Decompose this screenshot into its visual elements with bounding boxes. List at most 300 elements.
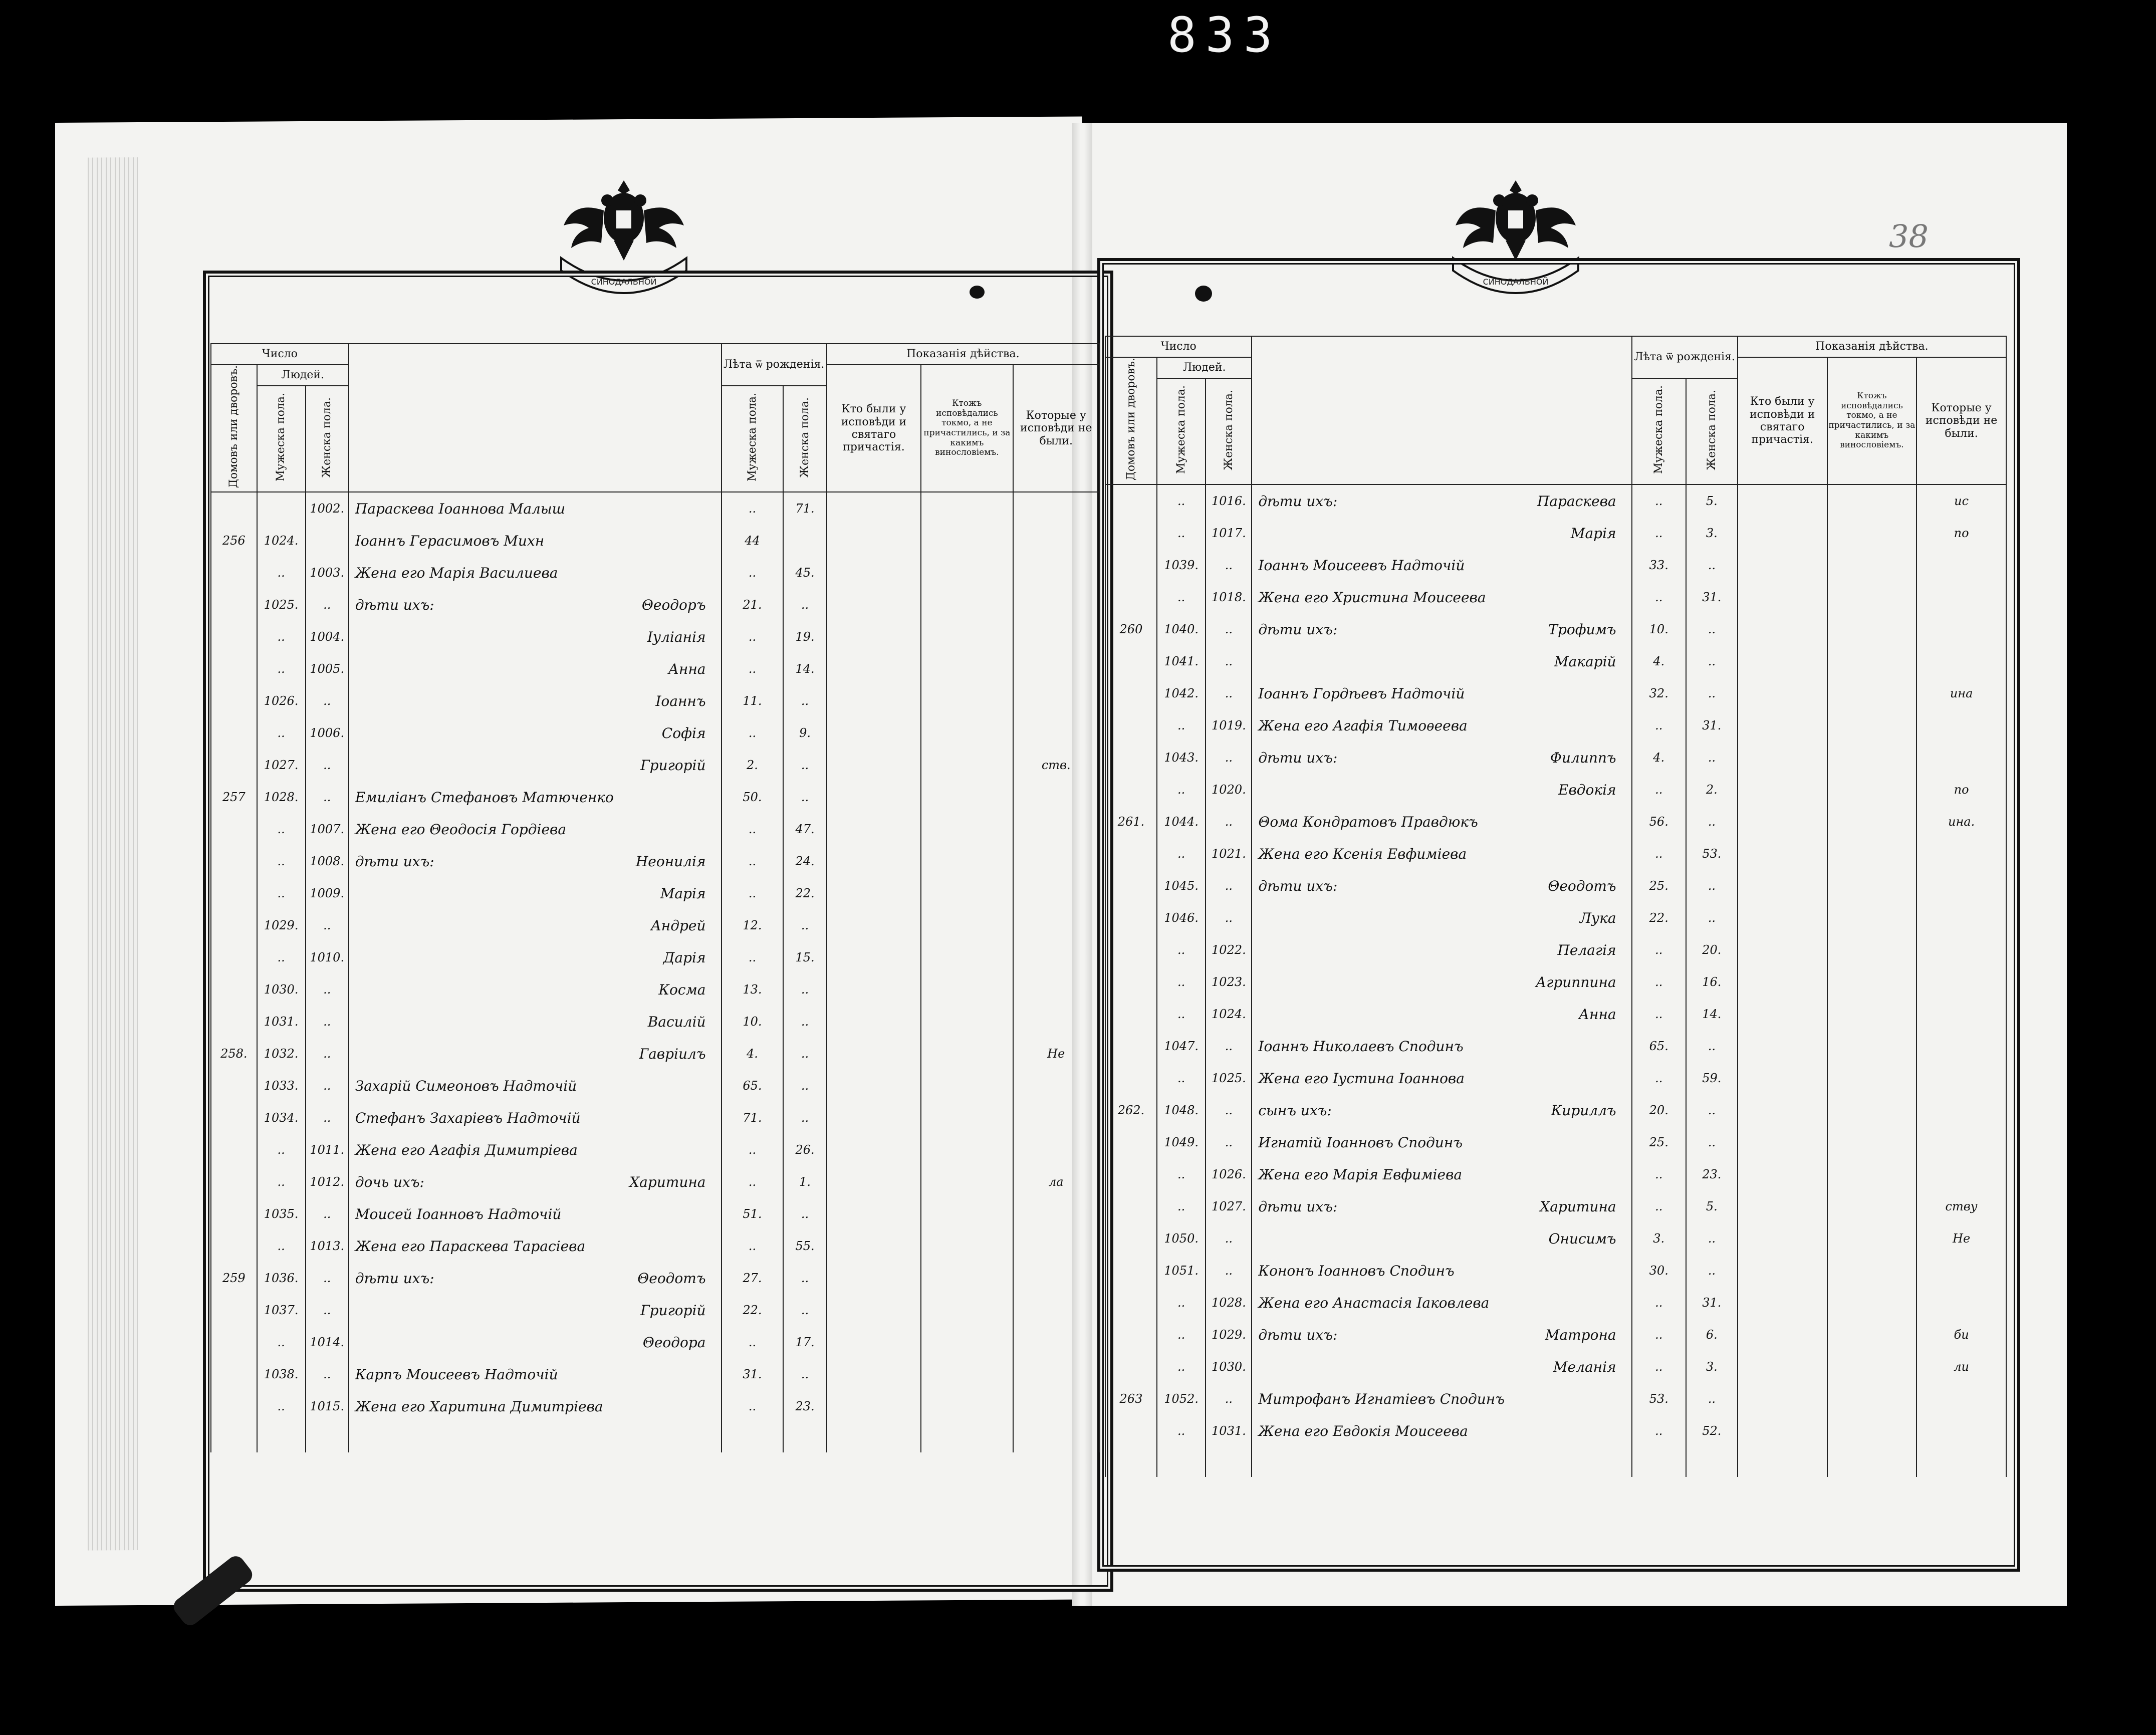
header-muzh: Мужеска пола. xyxy=(275,393,288,482)
communion-mark xyxy=(827,492,921,525)
confession-mark xyxy=(1827,1062,1917,1094)
table-row xyxy=(1105,774,2006,806)
male-age: 32. xyxy=(1632,677,1686,709)
person-name xyxy=(349,653,722,685)
empty-cell xyxy=(1105,1447,1157,1477)
person-name xyxy=(349,557,722,589)
person-name xyxy=(1252,1062,1631,1094)
name-text: Моисей Іоанновъ Надточій xyxy=(355,1205,562,1222)
absent-mark xyxy=(1917,1287,2006,1319)
header-ktozh: Ктожъ исповѣдались токмо, а не причастились, и за какимъ винословіемъ. xyxy=(921,365,1013,492)
female-count: 1030. xyxy=(1206,1351,1252,1383)
table-row xyxy=(211,589,1099,621)
female-count: .. xyxy=(306,685,349,717)
female-count: 1017. xyxy=(1206,517,1252,549)
child-name-text: Трофимъ xyxy=(1548,621,1616,638)
name-text: Кононъ Іоанновъ Сподинъ xyxy=(1258,1262,1455,1279)
confession-mark xyxy=(1827,1351,1917,1383)
confession-mark xyxy=(921,1358,1013,1390)
female-age: 1. xyxy=(783,1166,826,1198)
female-count: 1019. xyxy=(1206,709,1252,741)
communion-mark xyxy=(1738,1319,1827,1351)
male-age: .. xyxy=(722,492,784,525)
male-count: .. xyxy=(257,877,306,909)
table-row xyxy=(1105,517,2006,549)
person-name xyxy=(1252,934,1631,966)
person-name xyxy=(1252,1030,1631,1062)
communion-mark xyxy=(827,1102,921,1134)
male-count: .. xyxy=(1157,1287,1206,1319)
absent-mark xyxy=(1013,845,1100,877)
confession-mark xyxy=(921,1006,1013,1038)
male-age: 65. xyxy=(1632,1030,1686,1062)
female-count: .. xyxy=(1206,1383,1252,1415)
male-age: 13. xyxy=(722,973,784,1006)
empty-cell xyxy=(722,1422,784,1452)
empty-cell xyxy=(1738,1447,1827,1477)
female-count: 1022. xyxy=(1206,934,1252,966)
female-count: 1015. xyxy=(306,1390,349,1422)
male-count: 1024. xyxy=(257,525,306,557)
name-text: Жена его Христина Моисеева xyxy=(1258,589,1486,606)
table-row xyxy=(211,1038,1099,1070)
child-name-text: Неонилія xyxy=(635,853,706,870)
absent-mark xyxy=(1013,525,1100,557)
name-text: Жена его Анастасія Іаковлева xyxy=(1258,1294,1490,1311)
confession-mark xyxy=(921,813,1013,845)
absent-mark: ис xyxy=(1917,484,2006,517)
table-row xyxy=(211,1166,1099,1198)
absent-mark xyxy=(1917,838,2006,870)
male-count: .. xyxy=(257,813,306,845)
header-kotorye: Которые у исповѣди не были. xyxy=(1917,357,2006,484)
communion-mark xyxy=(1738,484,1827,517)
absent-mark xyxy=(1917,1094,2006,1126)
female-age: 17. xyxy=(783,1326,826,1358)
male-count: 1031. xyxy=(257,1006,306,1038)
male-age: .. xyxy=(722,653,784,685)
person-name xyxy=(349,1262,722,1294)
communion-mark xyxy=(1738,517,1827,549)
household-number xyxy=(1105,1030,1157,1062)
male-count: 1047. xyxy=(1157,1030,1206,1062)
name-text: Параскева Іоаннова Малыш xyxy=(355,500,566,517)
household-number xyxy=(211,813,257,845)
female-age: 53. xyxy=(1686,838,1738,870)
household-number xyxy=(211,1326,257,1358)
absent-mark xyxy=(1917,966,2006,998)
empty-cell xyxy=(1252,1447,1631,1477)
male-age: .. xyxy=(1632,998,1686,1030)
person-name xyxy=(1252,1351,1631,1383)
household-number xyxy=(211,1102,257,1134)
absent-mark xyxy=(1013,1390,1100,1422)
name-text: дѣти ихъ: xyxy=(1258,1326,1338,1343)
female-count: .. xyxy=(1206,1222,1252,1255)
household-number xyxy=(1105,1351,1157,1383)
male-age: .. xyxy=(1632,484,1686,517)
table-row xyxy=(211,1262,1099,1294)
communion-mark xyxy=(1738,741,1827,774)
person-name xyxy=(349,589,722,621)
female-age: 47. xyxy=(783,813,826,845)
confession-mark xyxy=(921,1262,1013,1294)
female-age: 52. xyxy=(1686,1415,1738,1447)
communion-mark xyxy=(827,749,921,781)
name-text: Жена его Марія Василиева xyxy=(355,564,558,581)
person-name xyxy=(349,877,722,909)
table-row xyxy=(211,1102,1099,1134)
communion-mark xyxy=(827,589,921,621)
header-zhen: Женска пола. xyxy=(321,397,334,478)
absent-mark: ина. xyxy=(1917,806,2006,838)
left-table-body xyxy=(211,492,1099,1452)
empty-cell xyxy=(349,1422,722,1452)
table-row xyxy=(1105,613,2006,645)
archive-page-number: 38 xyxy=(1889,218,1929,255)
female-age: .. xyxy=(783,749,826,781)
table-row xyxy=(211,1006,1099,1038)
female-count: .. xyxy=(306,781,349,813)
confession-mark xyxy=(921,525,1013,557)
household-number: 259 xyxy=(211,1262,257,1294)
table-row xyxy=(1105,838,2006,870)
male-age: .. xyxy=(1632,1351,1686,1383)
confession-mark xyxy=(1827,1415,1917,1447)
person-name xyxy=(349,1326,722,1358)
male-age: 25. xyxy=(1632,1126,1686,1158)
absent-mark xyxy=(1917,1126,2006,1158)
child-name-text: Анна xyxy=(1578,1006,1616,1023)
male-age: 31. xyxy=(722,1358,784,1390)
female-count: .. xyxy=(1206,741,1252,774)
male-count: 1036. xyxy=(257,1262,306,1294)
female-age: 26. xyxy=(783,1134,826,1166)
table-row xyxy=(211,1198,1099,1230)
child-name-text: Іуліанія xyxy=(647,628,706,645)
child-name-text: Косма xyxy=(658,981,706,998)
communion-mark xyxy=(1738,1255,1827,1287)
header-muzh: Мужеска пола. xyxy=(1174,385,1187,474)
communion-mark xyxy=(1738,1222,1827,1255)
child-name-text: Θеодотъ xyxy=(1548,877,1616,894)
male-count: .. xyxy=(257,1134,306,1166)
table-row xyxy=(211,941,1099,973)
person-name xyxy=(1252,581,1631,613)
male-age: 4. xyxy=(1632,741,1686,774)
male-count: 1049. xyxy=(1157,1126,1206,1158)
absent-mark xyxy=(1917,998,2006,1030)
male-count: 1027. xyxy=(257,749,306,781)
confession-mark xyxy=(921,1230,1013,1262)
table-row xyxy=(211,653,1099,685)
communion-mark xyxy=(1738,581,1827,613)
female-count: .. xyxy=(306,1038,349,1070)
male-count: .. xyxy=(1157,966,1206,998)
name-text: Жена его Агафія Тимоѳеева xyxy=(1258,717,1468,734)
female-count: 1021. xyxy=(1206,838,1252,870)
communion-mark xyxy=(1738,709,1827,741)
male-count: 1048. xyxy=(1157,1094,1206,1126)
empty-cell xyxy=(1917,1447,2006,1477)
female-count xyxy=(306,525,349,557)
communion-mark xyxy=(1738,838,1827,870)
communion-mark xyxy=(827,685,921,717)
table-row xyxy=(1105,1062,2006,1094)
female-age: 14. xyxy=(1686,998,1738,1030)
male-age: 51. xyxy=(722,1198,784,1230)
person-name xyxy=(349,685,722,717)
household-number xyxy=(211,909,257,941)
person-name xyxy=(1252,1383,1631,1415)
communion-mark xyxy=(1738,613,1827,645)
male-age: .. xyxy=(722,1390,784,1422)
communion-mark xyxy=(1738,774,1827,806)
confession-mark xyxy=(921,557,1013,589)
female-age: 22. xyxy=(783,877,826,909)
household-number xyxy=(1105,549,1157,581)
female-age: .. xyxy=(783,1358,826,1390)
absent-mark xyxy=(1013,941,1100,973)
confession-mark xyxy=(921,717,1013,749)
male-age: .. xyxy=(722,1230,784,1262)
household-number xyxy=(211,749,257,781)
male-count: .. xyxy=(257,1390,306,1422)
absent-mark xyxy=(1917,581,2006,613)
confession-mark xyxy=(921,973,1013,1006)
header-kotorye: Которые у исповѣди не были. xyxy=(1013,365,1100,492)
male-age: 56. xyxy=(1632,806,1686,838)
household-number xyxy=(1105,677,1157,709)
confession-mark xyxy=(1827,484,1917,517)
header-leta-muzh: Мужеска пола. xyxy=(746,393,759,482)
confession-mark xyxy=(921,909,1013,941)
absent-mark xyxy=(1013,813,1100,845)
male-count: 1052. xyxy=(1157,1383,1206,1415)
absent-mark xyxy=(1013,1230,1100,1262)
table-row xyxy=(211,1134,1099,1166)
male-count: 1050. xyxy=(1157,1222,1206,1255)
right-register-table xyxy=(1105,336,2007,1477)
female-count: .. xyxy=(1206,806,1252,838)
confession-mark xyxy=(921,1102,1013,1134)
communion-mark xyxy=(827,1326,921,1358)
male-age: .. xyxy=(1632,1158,1686,1190)
household-number xyxy=(211,492,257,525)
confession-mark xyxy=(1827,1319,1917,1351)
male-count: .. xyxy=(1157,709,1206,741)
communion-mark xyxy=(1738,549,1827,581)
household-number xyxy=(211,1134,257,1166)
communion-mark xyxy=(827,525,921,557)
child-name-text: Параскева xyxy=(1537,492,1616,510)
household-number xyxy=(211,557,257,589)
communion-mark xyxy=(1738,1062,1827,1094)
absent-mark xyxy=(1917,1383,2006,1415)
female-age: 23. xyxy=(1686,1158,1738,1190)
name-text: Іоаннъ Моисеевъ Надточій xyxy=(1258,557,1465,574)
communion-mark xyxy=(1738,1415,1827,1447)
table-row xyxy=(1105,1030,2006,1062)
household-number xyxy=(1105,998,1157,1030)
person-name xyxy=(349,1358,722,1390)
absent-mark: ина xyxy=(1917,677,2006,709)
empty-cell xyxy=(1632,1447,1686,1477)
male-age: .. xyxy=(1632,1062,1686,1094)
person-name xyxy=(349,1134,722,1166)
table-row xyxy=(1105,677,2006,709)
female-age: 14. xyxy=(783,653,826,685)
household-number xyxy=(1105,1222,1157,1255)
person-name xyxy=(349,749,722,781)
household-number: 256 xyxy=(211,525,257,557)
female-age: 9. xyxy=(783,717,826,749)
female-age: .. xyxy=(783,1198,826,1230)
female-count: .. xyxy=(306,1262,349,1294)
female-age: .. xyxy=(1686,613,1738,645)
female-count: 1007. xyxy=(306,813,349,845)
person-name xyxy=(1252,1094,1631,1126)
communion-mark xyxy=(1738,806,1827,838)
name-text: дѣти ихъ: xyxy=(1258,749,1338,766)
male-age: .. xyxy=(722,1326,784,1358)
male-count: .. xyxy=(257,941,306,973)
female-count: .. xyxy=(1206,613,1252,645)
male-age: 10. xyxy=(722,1006,784,1038)
male-count: .. xyxy=(257,1230,306,1262)
absent-mark xyxy=(1917,934,2006,966)
header-leta-zhen: Женска пола. xyxy=(1705,389,1718,470)
confession-mark xyxy=(1827,741,1917,774)
male-age: 4. xyxy=(1632,645,1686,677)
empty-cell xyxy=(211,1422,257,1452)
female-age: .. xyxy=(1686,1126,1738,1158)
female-count: 1031. xyxy=(1206,1415,1252,1447)
person-name xyxy=(1252,1287,1631,1319)
male-age: 12. xyxy=(722,909,784,941)
confession-mark xyxy=(921,845,1013,877)
household-number xyxy=(211,621,257,653)
male-age: .. xyxy=(722,717,784,749)
confession-mark xyxy=(1827,1255,1917,1287)
household-number xyxy=(211,941,257,973)
child-name-text: Θеодора xyxy=(642,1334,706,1351)
folio-number: 833 xyxy=(1167,7,1282,63)
name-text: Карпъ Моисеевъ Надточій xyxy=(355,1366,558,1383)
header-pokazania: Показанія дѣйства. xyxy=(827,344,1099,365)
communion-mark xyxy=(827,557,921,589)
person-name xyxy=(349,1294,722,1326)
child-name-text: Матрона xyxy=(1545,1326,1616,1343)
child-name-text: Софія xyxy=(661,724,706,741)
absent-mark xyxy=(1013,1102,1100,1134)
household-number: 257 xyxy=(211,781,257,813)
confession-mark xyxy=(921,492,1013,525)
male-count: 1035. xyxy=(257,1198,306,1230)
female-age xyxy=(783,525,826,557)
absent-mark xyxy=(1917,1062,2006,1094)
header-kto-byli: Кто были у исповѣди и святаго причастія. xyxy=(827,365,921,492)
confession-mark xyxy=(921,685,1013,717)
female-age: 71. xyxy=(783,492,826,525)
person-name xyxy=(1252,774,1631,806)
absent-mark xyxy=(1013,1198,1100,1230)
male-count: 1038. xyxy=(257,1358,306,1390)
absent-mark xyxy=(1917,741,2006,774)
male-count: 1026. xyxy=(257,685,306,717)
confession-mark xyxy=(921,1070,1013,1102)
male-count: 1041. xyxy=(1157,645,1206,677)
table-row xyxy=(211,973,1099,1006)
table-row xyxy=(211,749,1099,781)
communion-mark xyxy=(1738,966,1827,998)
male-count: 1051. xyxy=(1157,1255,1206,1287)
male-age: 30. xyxy=(1632,1255,1686,1287)
female-age: .. xyxy=(1686,1030,1738,1062)
table-row xyxy=(211,557,1099,589)
confession-mark xyxy=(1827,517,1917,549)
female-count: 1024. xyxy=(1206,998,1252,1030)
person-name xyxy=(349,1390,722,1422)
empty-cell xyxy=(1157,1447,1206,1477)
table-row xyxy=(1105,1094,2006,1126)
table-row xyxy=(211,813,1099,845)
household-number xyxy=(1105,1287,1157,1319)
child-name-text: Марія xyxy=(660,885,706,902)
child-name-text: Θеодоръ xyxy=(641,596,706,613)
household-number xyxy=(1105,1255,1157,1287)
name-text: Игнатій Іоанновъ Сподинъ xyxy=(1258,1134,1463,1151)
person-name xyxy=(349,1230,722,1262)
female-count: 1028. xyxy=(1206,1287,1252,1319)
absent-mark xyxy=(1013,1262,1100,1294)
header-leta-zhen: Женска пола. xyxy=(798,397,811,478)
confession-mark xyxy=(921,653,1013,685)
household-number xyxy=(211,717,257,749)
person-name xyxy=(1252,902,1631,934)
female-count: 1002. xyxy=(306,492,349,525)
communion-mark xyxy=(827,877,921,909)
person-name xyxy=(1252,1319,1631,1351)
person-name xyxy=(1252,484,1631,517)
absent-mark: по xyxy=(1917,517,2006,549)
male-age: .. xyxy=(1632,1190,1686,1222)
name-text: Іоаннъ Николаевъ Сподинъ xyxy=(1258,1038,1464,1055)
male-age: .. xyxy=(1632,838,1686,870)
name-text: Іоаннъ Герасимовъ Михн xyxy=(355,532,545,549)
male-age: 71. xyxy=(722,1102,784,1134)
ink-blot xyxy=(970,286,985,299)
female-count: .. xyxy=(306,589,349,621)
child-name-text: Василій xyxy=(647,1013,706,1030)
name-text: Емиліанъ Стефановъ Матюченко xyxy=(355,789,614,806)
absent-mark xyxy=(1013,589,1100,621)
communion-mark xyxy=(1738,870,1827,902)
person-name xyxy=(349,909,722,941)
communion-mark xyxy=(827,813,921,845)
male-count: 1033. xyxy=(257,1070,306,1102)
communion-mark xyxy=(827,941,921,973)
table-row xyxy=(211,877,1099,909)
household-number xyxy=(1105,1158,1157,1190)
male-count: .. xyxy=(1157,838,1206,870)
confession-mark xyxy=(1827,645,1917,677)
male-count: .. xyxy=(1157,581,1206,613)
child-name-text: Θеодотъ xyxy=(637,1270,706,1287)
absent-mark xyxy=(1013,1294,1100,1326)
empty-cell xyxy=(1827,1447,1917,1477)
male-age: 33. xyxy=(1632,549,1686,581)
